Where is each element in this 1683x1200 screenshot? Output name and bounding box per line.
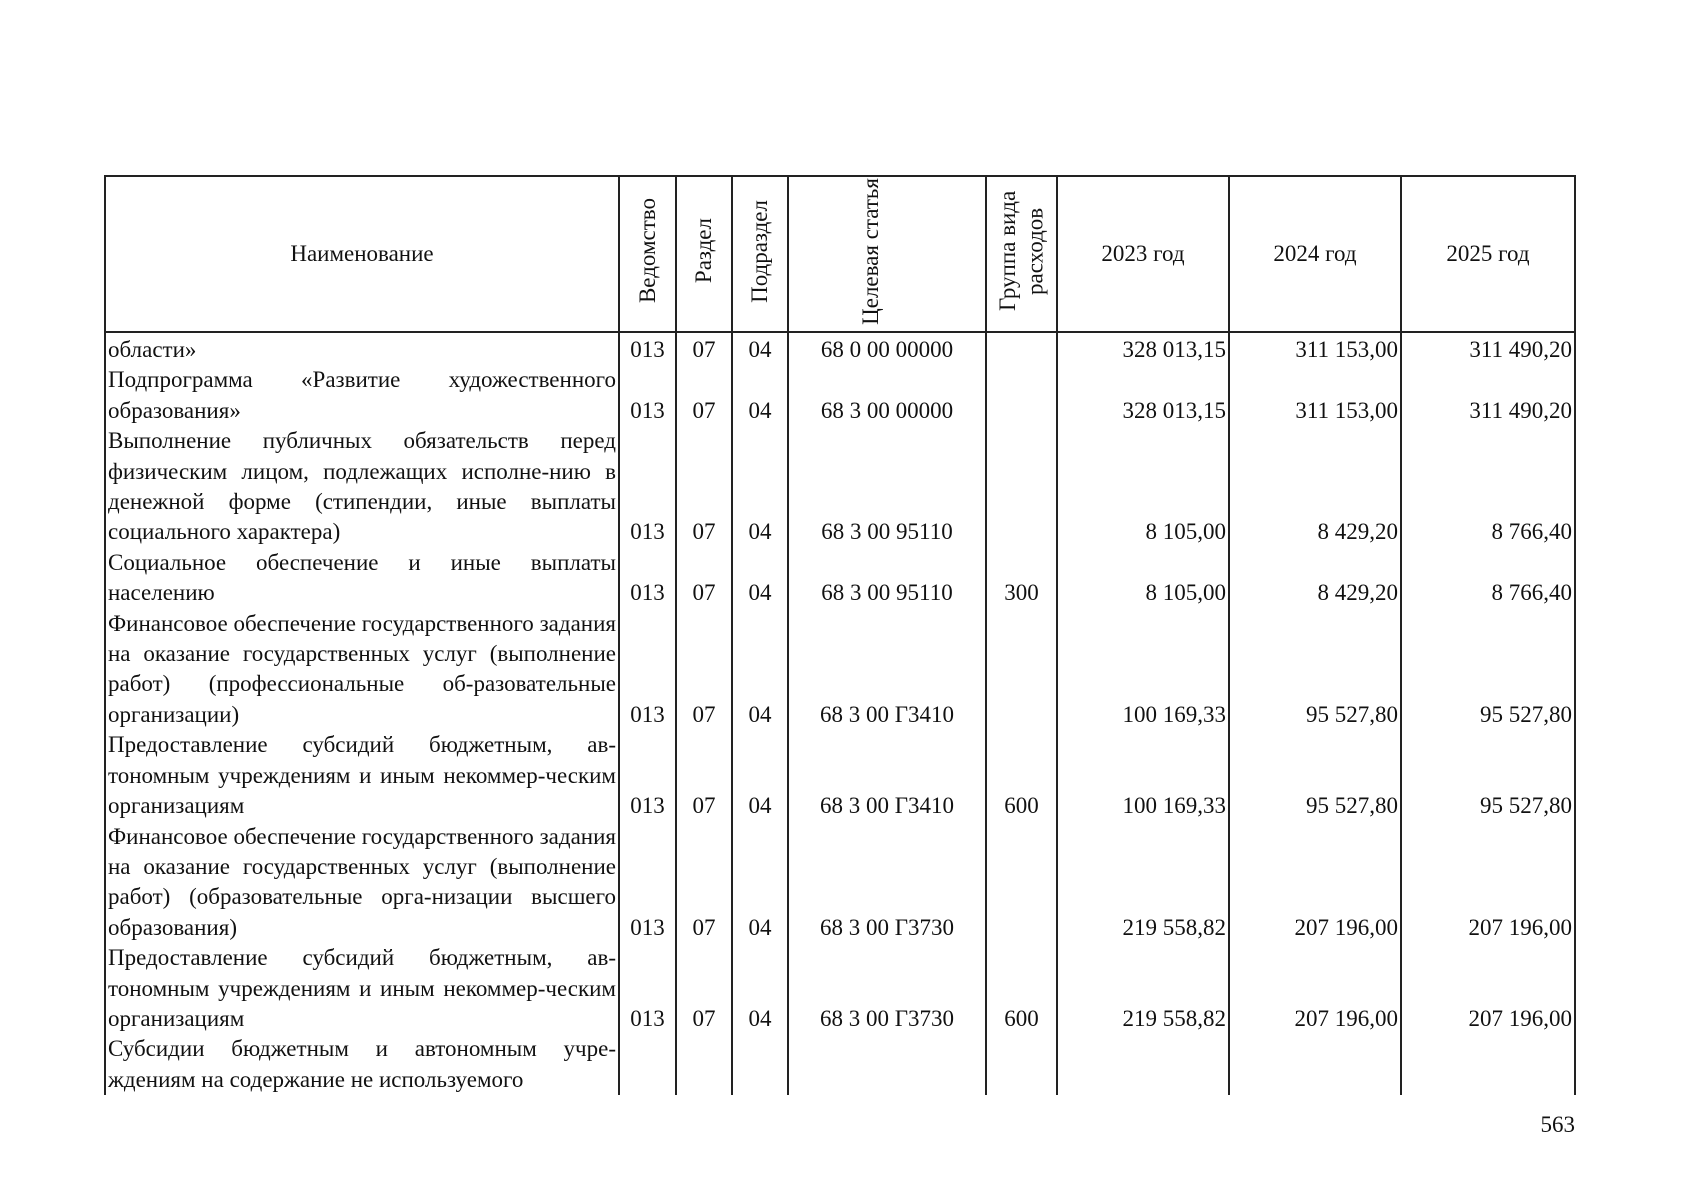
table-row [105,365,1575,426]
subsection-cell: 04 [732,365,788,426]
expgroup-cell [986,426,1057,548]
section-cell: 07 [676,548,732,609]
name-cell: Предоставление субсидий бюджетным, ав-тономным учреждениям и иным некоммер-ческим организациям [105,943,619,1034]
amount-2024-cell [1229,1034,1401,1095]
target-cell: 68 3 00 95110 [788,426,986,548]
expgroup-cell [986,365,1057,426]
section-cell: 07 [676,943,732,1034]
section-cell: 07 [676,822,732,944]
amount-2023-cell: 100 169,33 [1057,609,1229,731]
target-cell: 68 3 00 Г3410 [788,609,986,731]
amount-2025-cell: 95 527,80 [1401,730,1575,821]
amount-2025-cell: 8 766,40 [1401,426,1575,548]
subsection-cell [732,1034,788,1095]
amount-2025-cell: 207 196,00 [1401,822,1575,944]
section-cell: 07 [676,365,732,426]
name-cell: Подпрограмма «Развитие художественного образования» [105,365,619,426]
target-cell: 68 0 00 00000 [788,332,986,365]
amount-2023-cell: 100 169,33 [1057,730,1229,821]
amount-2025-cell: 311 490,20 [1401,365,1575,426]
header-dept: Ведомство [619,176,676,332]
amount-2025-cell: 311 490,20 [1401,332,1575,365]
expgroup-cell: 300 [986,548,1057,609]
dept-cell: 013 [619,332,676,365]
amount-2023-cell: 219 558,82 [1057,943,1229,1034]
header-row [105,176,1575,332]
expgroup-cell: 600 [986,943,1057,1034]
expgroup-cell [986,1034,1057,1095]
name-cell: Субсидии бюджетным и автономным учре-ждениям на содержание не используемого [105,1034,619,1095]
table-row [105,426,1575,548]
dept-cell: 013 [619,609,676,731]
dept-cell: 013 [619,426,676,548]
amount-2025-cell [1401,1034,1575,1095]
expgroup-cell [986,822,1057,944]
expgroup-cell [986,609,1057,731]
target-cell: 68 3 00 Г3730 [788,943,986,1034]
amount-2024-cell: 207 196,00 [1229,943,1401,1034]
table-row [105,943,1575,1034]
table-row [105,332,1575,365]
dept-cell: 013 [619,548,676,609]
amount-2024-cell: 8 429,20 [1229,426,1401,548]
name-cell: Социальное обеспечение и иные выплаты населению [105,548,619,609]
table-row [105,609,1575,731]
amount-2023-cell: 8 105,00 [1057,426,1229,548]
subsection-cell: 04 [732,426,788,548]
target-cell: 68 3 00 00000 [788,365,986,426]
header-expgroup: Группа вида расходов [986,176,1057,332]
subsection-cell: 04 [732,548,788,609]
header-subsection: Подраздел [732,176,788,332]
amount-2024-cell: 95 527,80 [1229,609,1401,731]
subsection-cell: 04 [732,822,788,944]
dept-cell: 013 [619,822,676,944]
amount-2024-cell: 95 527,80 [1229,730,1401,821]
header-2023: 2023 год [1057,176,1229,332]
table-row [105,1034,1575,1095]
amount-2025-cell: 207 196,00 [1401,943,1575,1034]
section-cell [676,1034,732,1095]
amount-2023-cell: 219 558,82 [1057,822,1229,944]
header-target: Целевая статья [788,176,986,332]
amount-2023-cell [1057,1034,1229,1095]
amount-2023-cell: 328 013,15 [1057,332,1229,365]
budget-table [104,175,1576,1095]
amount-2025-cell: 8 766,40 [1401,548,1575,609]
header-name: Наименование [105,176,619,332]
expgroup-cell [986,332,1057,365]
dept-cell [619,1034,676,1095]
name-cell: Финансовое обеспечение государственного задания на оказание государственных услуг (выполнение работ) (образовательные орга-низации высшего образования) [105,822,619,944]
table-row [105,730,1575,821]
name-cell: области» [105,332,619,365]
amount-2024-cell: 311 153,00 [1229,332,1401,365]
section-cell: 07 [676,426,732,548]
subsection-cell: 04 [732,943,788,1034]
subsection-cell: 04 [732,332,788,365]
header-2025: 2025 год [1401,176,1575,332]
dept-cell: 013 [619,730,676,821]
target-cell: 68 3 00 Г3410 [788,730,986,821]
amount-2024-cell: 8 429,20 [1229,548,1401,609]
section-cell: 07 [676,332,732,365]
target-cell [788,1034,986,1095]
amount-2024-cell: 207 196,00 [1229,822,1401,944]
header-section: Раздел [676,176,732,332]
amount-2025-cell: 95 527,80 [1401,609,1575,731]
subsection-cell: 04 [732,730,788,821]
dept-cell: 013 [619,943,676,1034]
amount-2023-cell: 328 013,15 [1057,365,1229,426]
section-cell: 07 [676,730,732,821]
name-cell: Предоставление субсидий бюджетным, ав-тономным учреждениям и иным некоммер-ческим организациям [105,730,619,821]
section-cell: 07 [676,609,732,731]
name-cell: Финансовое обеспечение государственного задания на оказание государственных услуг (выполнение работ) (профессиональные об-разовательные организации) [105,609,619,731]
expgroup-cell: 600 [986,730,1057,821]
target-cell: 68 3 00 95110 [788,548,986,609]
target-cell: 68 3 00 Г3730 [788,822,986,944]
page-number: 563 [1540,1112,1575,1137]
dept-cell: 013 [619,365,676,426]
amount-2023-cell: 8 105,00 [1057,548,1229,609]
subsection-cell: 04 [732,609,788,731]
table-row [105,548,1575,609]
header-2024: 2024 год [1229,176,1401,332]
amount-2024-cell: 311 153,00 [1229,365,1401,426]
name-cell: Выполнение публичных обязательств перед физическим лицом, подлежащих исполне-нию в денежной форме (стипендии, иные выплаты социального характера) [105,426,619,548]
table-row [105,822,1575,944]
